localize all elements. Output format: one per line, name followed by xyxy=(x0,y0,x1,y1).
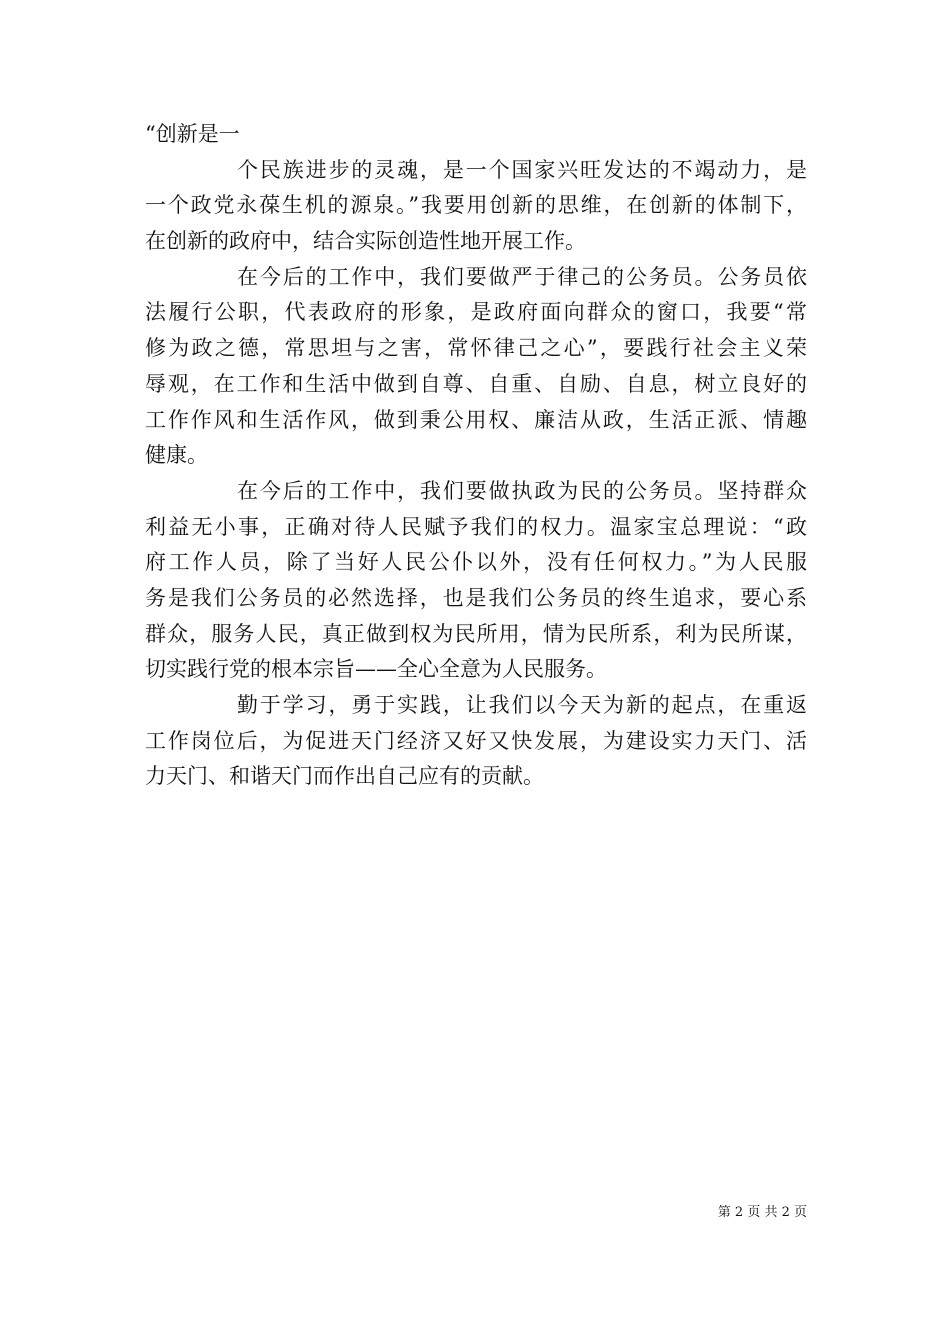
text-line: 修为政之德，常思坦与之害，常怀律己之心”，要践行社会主义荣 xyxy=(145,336,807,361)
text-line: 务是我们公务员的必然选择，也是我们公务员的终生追求，要心系 xyxy=(145,585,807,610)
text-line: 健康。 xyxy=(145,443,208,468)
text-line: 在今后的工作中，我们要做执政为民的公务员。坚持群众 xyxy=(237,478,807,503)
text-line: 法履行公职，代表政府的形象，是政府面向群众的窗口，我要“常 xyxy=(145,300,807,325)
text-line: 切实践行党的根本宗旨——全心全意为人民服务。 xyxy=(145,657,607,682)
text-line: 一个政党永葆生机的源泉。”我要用创新的思维，在创新的体制下， xyxy=(145,193,807,218)
text-line: 力天门、和谐天门而作出自己应有的贡献。 xyxy=(145,764,544,789)
text-line: 辱观，在工作和生活中做到自尊、自重、自励、自息，树立良好的 xyxy=(145,371,807,396)
text-line: 府工作人员，除了当好人民公仆以外，没有任何权力。”为人民服 xyxy=(145,550,807,575)
text-line: 工作岗位后，为促进天门经济又好又快发展，为建设实力天门、活 xyxy=(145,728,807,753)
text-line: 在创新的政府中，结合实际创造性地开展工作。 xyxy=(145,229,586,254)
page-number-footer: 第 2 页 共 2 页 xyxy=(717,1205,807,1220)
text-line: 利益无小事，正确对待人民赋予我们的权力。温家宝总理说：“政 xyxy=(145,514,807,539)
text-line: 在今后的工作中，我们要做严于律己的公务员。公务员依 xyxy=(237,264,807,289)
text-line: 群众，服务人民，真正做到权为民所用，情为民所系，利为民所谋， xyxy=(145,621,807,646)
text-line: 工作作风和生活作风，做到秉公用权、廉洁从政，生活正派、情趣 xyxy=(145,407,807,432)
text-line: 勤于学习，勇于实践，让我们以今天为新的起点，在重返 xyxy=(237,693,807,717)
text-line: “创新是一 xyxy=(145,122,240,146)
document-body xyxy=(145,117,807,795)
text-line: 个民族进步的灵魂，是一个国家兴旺发达的不竭动力，是 xyxy=(237,157,807,182)
